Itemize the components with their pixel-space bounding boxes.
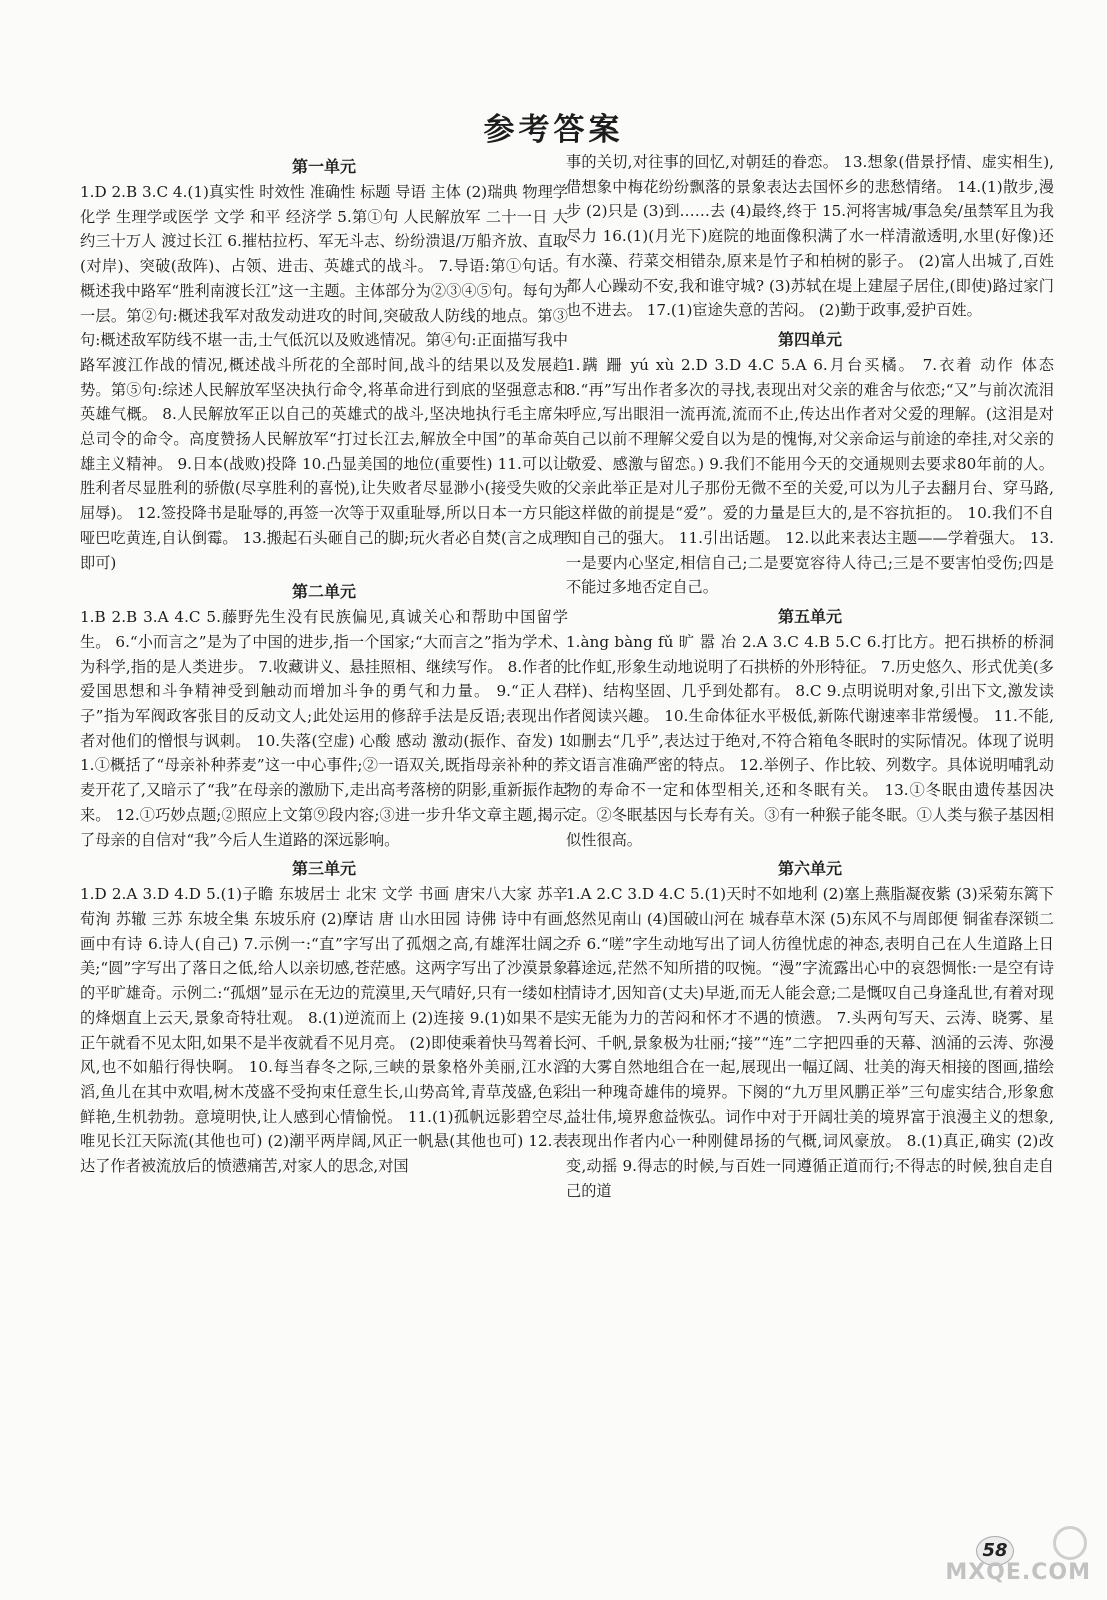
unit-section [566,856,1054,1203]
unit-heading: 第四单元 [777,329,842,349]
unit-heading: 第一单元 [291,157,356,176]
page-title: 参考答案 [483,112,624,148]
answer-text: 事的关切,对往事的回忆,对朝廷的眷恋。 13.想象(借景抒情、虚实相生),借想象中梅花纷纷飘落的景象表达去国怀乡的悲愁情绪。 14.(1)散步,漫步 (2)只是 (3)到……去 (4)最终,终于 15.河将害城/事急矣/虽禁军且为我尽力 16.(1)(月光下)庭院的地面像积满了水一样清澈透明,水里(好像)还有水藻、荇菜交相错杂,原来是竹子和柏树的影子。 (2)富人出城了,百姓都人心躁动不安,我和谁守城? (3)苏轼在堤上建屋子居住,(即使)路过家门也不进去。 17.(1)宦途失意的苦闷。 (2)勤于政事,爱护百姓。 [566,153,1054,320]
unit-heading: 第二单元 [291,582,356,602]
unit-section [80,856,568,1178]
answer-text: 1.蹒 跚 yú xù 2.D 3.D 4.C 5.A 6.月台买橘。 7.衣着 动作 体态 8.“再”写出作者多次的寻找,表现出对父亲的难舍与依恋;“又”与前次流泪呼应,写出眼泪一流再流,流而不止,传达出作者对父爱的理解。(这泪是对自己以前不理解父爱自以为是的愧悔,对父亲命运与前途的牵挂,对父亲的敬爱、感激与留恋。) 9.我们不能用今天的交通规则去要求80年前的人。父亲此举正是对儿子那份无微不至的关爱,可以为儿子去翻月台、穿马路,这样做的前提是“爱”。爱的力量是巨大的,是不容抗拒的。 10.我们不自知自己的强大。 11.引出话题。 12.以此来表达主题——学着强大。 13.一是要内心坚定,相信自己;二是要宽容待人待己;三是不要害怕受伤;四是不能过多地否定自己。 [566,355,1054,597]
page-number: 58 [976,1536,1014,1566]
unit-section [80,154,568,575]
answer-text: 1.àng bàng fǔ 旷 嚣 冶 2.A 3.C 4.B 5.C 6.打比方。把石拱桥的桥洞比作虹,形象生动地说明了石拱桥的外形特征。 7.历史悠久、形式优美(多样)、结构坚固、几乎到处都有。 8.C 9.点明说明对象,引出下文,激发读者阅读兴趣。 10.生命体征水平极低,新陈代谢速率非常缓慢。 11.不能,如删去“几乎”,表达过于绝对,不符合箱龟冬眠时的实际情况。体现了说明文语言准确严密的特点。 12.举例子、作比较、列数字。具体说明哺乳动物的寿命不一定和体型相关,还和冬眠有关。 13.①冬眠由遗传基因决定。②冬眠基因与长寿有关。③有一种猴子能冬眠。①人类与猴子基因相似性很高。 [566,632,1054,849]
unit-heading: 第五单元 [777,606,842,626]
answer-text: 1.B 2.B 3.A 4.C 5.藤野先生没有民族偏见,真诚关心和帮助中国留学生。 6.“小而言之”是为了中国的进步,指一个国家;“大而言之”指为学术、为科学,指的是人类进步。 7.收藏讲义、悬挂照相、继续写作。 8.作者的爱国思想和斗争精神受到触动而增加斗争的勇气和力量。 9.“正人君子”指为军阀政客张目的反动文人;此处运用的修辞手法是反语;表现出作者对他们的憎恨与讽刺。 10.失落(空虚) 心酸 感动 激动(振作、奋发) 11.①概括了“母亲补种荞麦”这一中心事件;②一语双关,既指母亲补种的荞麦开花了,又暗示了“我”在母亲的激励下,走出高考落榜的阴影,重新振作起来。 12.①巧妙点题;②照应上文第⑨段内容;③进一步升华文章主题,揭示了母亲的自信对“我”今后人生道路的深远影响。 [80,608,568,849]
unit-section [80,579,568,852]
watermark-url: MXQE.COM [945,1560,1091,1585]
watermark-icon [1053,1526,1087,1560]
unit-heading: 第六单元 [777,859,842,879]
unit-section [566,327,1054,600]
answer-text: 1.A 2.C 3.D 4.C 5.(1)天时不如地利 (2)塞上燕脂凝夜紫 (3)采菊东篱下 悠然见南山 (4)国破山河在 城春草木深 (5)东风不与周郎便 铜雀春深锁二乔 6.“嗟”字生动地写出了词人彷徨忧虑的神态,表明自己在人生道路上日暮途远,茫然不知所措的叹惋。“漫”字流露出心中的哀怨惆怅:一是空有诗情诗才,因知音(丈夫)早逝,而无人能会意;二是慨叹自己身逢乱世,有着对现实无能为力的苦闷和怀才不遇的愤懑。 7.头两句写天、云涛、晓雾、星河、千帆,景象极为壮丽;“接”“连”二字把四垂的天幕、汹涌的云涛、弥漫的大雾自然地组合在一起,展现出一幅辽阔、壮美的海天相接的图画,描绘出一种瑰奇雄伟的境界。下阕的“九万里风鹏正举”三句虚实结合,形象愈益壮伟,境界愈益恢弘。词作中对于开阔壮美的境界富于浪漫主义的想象,表现出作者内心一种刚健昂扬的气概,词风豪放。 8.(1)真正,确实 (2)改变,动摇 9.得志的时候,与百姓一同遵循正道而行;不得志的时候,独自走自己的道 [566,885,1054,1200]
left-column [80,150,568,1179]
unit-heading: 第三单元 [291,859,356,879]
answer-text: 1.D 2.B 3.C 4.(1)真实性 时效性 准确性 标题 导语 主体 (2)瑞典 物理学 化学 生理学或医学 文学 和平 经济学 5.第①句 人民解放军 二十一日 大约三十万人 渡过长江 6.摧枯拉朽、军无斗志、纷纷溃退/万船齐放、直取(对岸)、突破(敌阵)、占领、进击、英雄式的战斗。 7.导语:第①句话。概述我中路军“胜利南渡长江”这一主题。主体部分为②③④⑤句。每句为一层。第②句:概述我军对敌发动进攻的时间,突破敌人防线的地点。第③句:概述敌军防线不堪一击,士气低沉以及败逃情况。第④句:正面描写我中路军渡江作战的情况,概述战斗所花的全部时间,战斗的结果以及发展趋势。第⑤句:综述人民解放军坚决执行命令,将革命进行到底的坚强意志和英雄气概。 8.人民解放军正以自己的英雄式的战斗,坚决地执行毛主席朱总司令的命令。高度赞扬人民解放军“打过长江去,解放全中国”的革命英雄主义精神。 9.日本(战败)投降 10.凸显美国的地位(重要性) 11.可以让胜利者尽显胜利的骄傲(尽享胜利的喜悦),让失败者尽显渺小(接受失败的屈辱)。 12.签投降书是耻辱的,再签一次等于双重耻辱,所以日本一方只能哑巴吃黄连,自认倒霉。 13.搬起石头砸自己的脚;玩火者必自焚(言之成理即可) [80,183,568,572]
unit-section [566,604,1054,852]
answer-text: 1.D 2.A 3.D 4.D 5.(1)子瞻 东坡居士 北宋 文学 书画 唐宋八大家 苏辛 荀洵 苏辙 三苏 东坡全集 东坡乐府 (2)摩诘 唐 山水田园 诗佛 诗中有画,画中有诗 6.诗人(自己) 7.示例一:“直”字写出了孤烟之高,有雄浑壮阔之美;“圆”字写出了落日之低,给人以亲切感,苍茫感。这两字写出了沙漠景象的平旷雄奇。示例二:“孤烟”显示在无边的荒漠里,天气晴好,只有一缕如柱的烽烟直上云天,景象奇特壮观。 8.(1)逆流而上 (2)连接 9.(1)如果不是正午就看不见太阳,如果不是半夜就看不见月亮。 (2)即使乘着快马驾着长风,也不如船行得快啊。 10.每当春冬之际,三峡的景象格外美丽,江水滔滔,鱼儿在其中欢唱,树木茂盛不受拘束任意生长,山势高耸,青草茂盛,色彩鲜艳,生机勃勃。意境明快,让人感到心情愉悦。 11.(1)孤帆远影碧空尽,唯见长江天际流(其他也可) (2)潮平两岸阔,风正一帆悬(其他也可) 12.表达了作者被流放后的愤懑痛苦,对家人的思念,对国 [80,885,568,1176]
right-column [566,150,1054,1203]
watermark-logo [941,1526,1091,1590]
unit-section [566,150,1054,323]
